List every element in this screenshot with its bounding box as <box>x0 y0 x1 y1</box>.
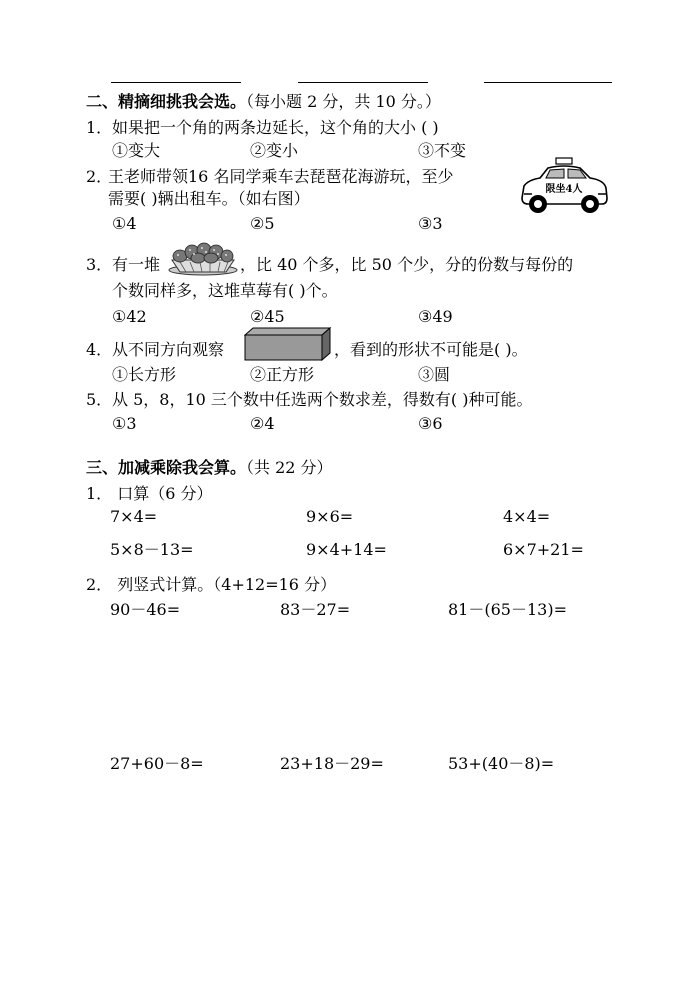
q5-option-3: ③6 <box>418 414 443 433</box>
q5-option-2: ②4 <box>250 414 275 433</box>
section2-heading-line <box>86 92 441 112</box>
q1-option-2: ②变小 <box>250 141 299 160</box>
oral-calc-item: 6×7+21= <box>503 540 584 559</box>
taxi-sign: 限坐4人 <box>545 184 583 195</box>
section2-heading: 二、精摘细挑我会选。 <box>86 92 247 111</box>
vertical-calc-item: 53+(40－8)= <box>448 754 555 773</box>
vertical-calc-item: 83－27= <box>280 600 351 619</box>
q2-option-2: ②5 <box>250 214 275 233</box>
q5-num: 5． <box>86 390 113 409</box>
q5-option-1: ①3 <box>112 414 137 433</box>
vertical-calc-item: 81－(65－13)= <box>448 600 567 619</box>
q3-option-3: ③49 <box>418 307 453 326</box>
q5-text: 从 5，8，10 三个数中任选两个数求差，得数有( )种可能。 <box>112 390 533 409</box>
score-blank-2 <box>298 82 428 83</box>
q3-num: 3． <box>86 255 113 274</box>
q4-num: 4． <box>86 340 113 359</box>
q2-option-3: ③3 <box>418 214 443 233</box>
q1-option-3: ③不变 <box>418 141 467 160</box>
q2-line1: 王老师带领16 名同学乘车去琵琶花海游玩，至少 <box>108 167 454 186</box>
oral-calc-item: 9×6= <box>306 507 354 526</box>
q4-post: ，看到的形状不可能是( )。 <box>334 340 528 359</box>
q4-pre: 从不同方向观察 <box>112 340 225 359</box>
oral-calc-item: 7×4= <box>110 507 158 526</box>
vertical-calc-title: 2． 列竖式计算。（4+12=16 分） <box>86 575 337 594</box>
q1-num: 1． <box>86 118 113 137</box>
q2-option-1: ①4 <box>112 214 137 233</box>
cuboid-icon <box>244 326 332 362</box>
q3-post: ，比 40 个多，比 50 个少，分的份数与每份的 <box>240 255 574 274</box>
q2-line2: 需要( )辆出租车。（如右图） <box>108 189 310 208</box>
q3-pre: 有一堆 <box>112 255 161 274</box>
q1-option-1: ①变大 <box>112 141 161 160</box>
q3-option-1: ①42 <box>112 307 147 326</box>
strawberry-basket-icon <box>166 236 240 276</box>
oral-calc-item: 4×4= <box>503 507 551 526</box>
q3-option-2: ②45 <box>250 307 285 326</box>
score-blank-1 <box>111 82 241 83</box>
q1-text: 如果把一个角的两条边延长，这个角的大小 ( ) <box>112 118 439 137</box>
oral-calc-item: 9×4+14= <box>306 540 387 559</box>
oral-calc-item: 5×8－13= <box>110 540 194 559</box>
vertical-calc-item: 27+60－8= <box>110 754 204 773</box>
vertical-calc-item: 90－46= <box>110 600 181 619</box>
taxi-illustration <box>518 156 610 222</box>
q4-option-1: ①长方形 <box>112 365 177 384</box>
vertical-calc-item: 23+18－29= <box>280 754 384 773</box>
section2-note: （每小题 2 分，共 10 分。） <box>246 92 441 111</box>
q4-option-3: ③圆 <box>418 365 451 384</box>
q2-num: 2． <box>86 167 113 186</box>
section3-heading-line <box>86 458 333 478</box>
section3-heading: 三、加减乘除我会算。 <box>86 458 247 477</box>
q4-option-2: ②正方形 <box>250 365 315 384</box>
oral-calc-title: 1． 口算（6 分） <box>86 484 213 503</box>
q3-line2: 个数同样多，这堆草莓有( )个。 <box>112 281 338 300</box>
section3-note: （共 22 分） <box>246 458 333 477</box>
score-blank-3 <box>484 82 612 83</box>
